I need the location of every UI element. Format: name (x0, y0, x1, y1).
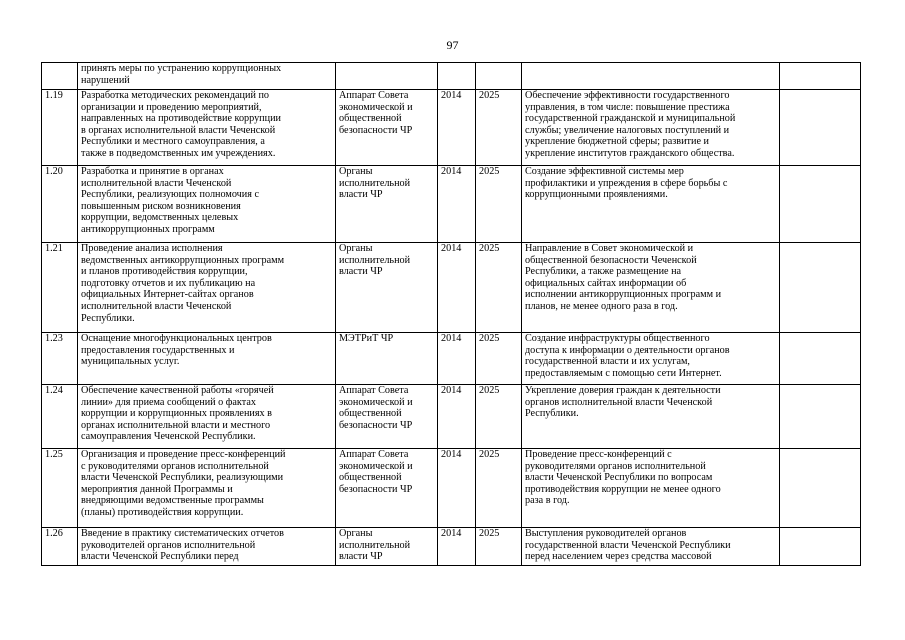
extra-cell (780, 528, 861, 566)
executor (336, 385, 438, 449)
executor (336, 528, 438, 566)
row-number: 1.20 (42, 166, 78, 243)
measure-text (78, 63, 336, 90)
end-year: 2025 (476, 90, 522, 166)
expected-result-content: Создание инфраструктуры общественного доступа к информации о деятельности органов государственной власти и их услугам, предоставляемым с помощью сети Интернет. (525, 333, 730, 379)
measure-text-content: Обеспечение качественной работы «горячей линии» для приема сообщений о фактах коррупции и коррупционных проявлениях в органах исполнительной власти и местного самоуправления Чеченской Республики. (81, 385, 274, 443)
executor-content: Органы исполнительной власти ЧР (339, 243, 411, 278)
end-year: 2025 (476, 449, 522, 528)
measure-text (78, 166, 336, 243)
expected-result-content: Проведение пресс-конференций с руководителями органов исполнительной власти Чеченской Республики по вопросам противодействия коррупции не менее одного раза в год. (525, 449, 721, 507)
executor (336, 90, 438, 166)
table-row (42, 385, 861, 449)
measures-table (41, 62, 861, 566)
extra-cell (780, 243, 861, 333)
measure-text-content: Оснащение многофункциональных центров предоставления государственных и муниципальных услуг. (81, 333, 272, 368)
expected-result (522, 449, 780, 528)
table-row (42, 90, 861, 166)
start-year: 2014 (438, 333, 476, 385)
measure-text (78, 528, 336, 566)
measure-text-content: Разработка методических рекомендаций по организации и проведению мероприятий, направленных на противодействие коррупции в органах исполнительной власти Чеченской Республики и местного самоуправления, а также в подведомственных им учреждениях. (81, 90, 281, 159)
start-year: 2014 (438, 166, 476, 243)
measure-text (78, 243, 336, 333)
measure-text (78, 449, 336, 528)
row-number: 1.25 (42, 449, 78, 528)
row-number: 1.24 (42, 385, 78, 449)
expected-result (522, 90, 780, 166)
table-row (42, 166, 861, 243)
extra-cell (780, 385, 861, 449)
end-year: 2025 (476, 243, 522, 333)
end-year: 2025 (476, 333, 522, 385)
executor (336, 63, 438, 90)
row-number: 1.19 (42, 90, 78, 166)
expected-result (522, 528, 780, 566)
row-number (42, 63, 78, 90)
table-row (42, 528, 861, 566)
executor-content: Органы исполнительной власти ЧР (339, 166, 411, 201)
extra-cell (780, 449, 861, 528)
table-row (42, 243, 861, 333)
row-number: 1.26 (42, 528, 78, 566)
executor-content: Аппарат Совета экономической и общественной безопасности ЧР (339, 90, 413, 136)
executor-content: Органы исполнительной власти ЧР (339, 528, 411, 563)
extra-cell (780, 63, 861, 90)
extra-cell (780, 90, 861, 166)
measure-text-content: принять меры по устранению коррупционных нарушений (81, 63, 282, 86)
executor (336, 166, 438, 243)
end-year (476, 63, 522, 90)
measure-text (78, 90, 336, 166)
executor-content: Аппарат Совета экономической и общественной безопасности ЧР (339, 385, 413, 431)
expected-result (522, 63, 780, 90)
expected-result (522, 385, 780, 449)
executor (336, 449, 438, 528)
measure-text-content: Введение в практику систематических отчетов руководителей органов исполнительной власти Чеченской Республики перед (81, 528, 284, 563)
table-row (42, 449, 861, 528)
start-year: 2014 (438, 243, 476, 333)
expected-result-content: Выступления руководителей органов государственной власти Чеченской Республики перед населением через средства массовой (525, 528, 731, 563)
start-year: 2014 (438, 385, 476, 449)
start-year: 2014 (438, 528, 476, 566)
expected-result (522, 243, 780, 333)
measure-text (78, 385, 336, 449)
measure-text-content: Проведение анализа исполнения ведомственных антикоррупционных программ и планов противодействия коррупции, подготовку отчетов и их публикацию на официальных Интернет-сайтах органов исполнительной власти Чеченской Республики. (81, 243, 285, 324)
table-row (42, 333, 861, 385)
end-year: 2025 (476, 385, 522, 449)
executor (336, 333, 438, 385)
expected-result (522, 166, 780, 243)
executor (336, 243, 438, 333)
page-number: 97 (446, 38, 459, 52)
measure-text-content: Организация и проведение пресс-конференций с руководителями органов исполнительной власти Чеченской Республики, реализующими мероприятия данной Программы и внедряющими ведомственные программы (планы) противодействия коррупции. (81, 449, 286, 518)
start-year: 2014 (438, 449, 476, 528)
end-year: 2025 (476, 166, 522, 243)
measure-text-content: Разработка и принятие в органах исполнительной власти Чеченской Республики, реализующих полномочия с повышенным риском возникновения коррупции, ведомственных целевых антикоррупционных программ (81, 166, 259, 235)
measure-text (78, 333, 336, 385)
executor-content: МЭТРиТ ЧР (339, 333, 394, 344)
expected-result-content: Укрепление доверия граждан к деятельности органов исполнительной власти Чеченской Республики. (525, 385, 721, 420)
row-number: 1.23 (42, 333, 78, 385)
start-year: 2014 (438, 90, 476, 166)
end-year: 2025 (476, 528, 522, 566)
extra-cell (780, 333, 861, 385)
executor-content: Аппарат Совета экономической и общественной безопасности ЧР (339, 449, 413, 495)
expected-result (522, 333, 780, 385)
table-row (42, 63, 861, 90)
expected-result-content: Создание эффективной системы мер профилактики и упреждения в сфере борьбы с коррупционными проявлениями. (525, 166, 728, 201)
expected-result-content: Обеспечение эффективности государственного управления, в том числе: повышение престижа государственной гражданской и муниципальной службы; увеличение налоговых поступлений и укрепление бюджетной сферы; развитие и укрепление институтов гражданского общества. (525, 90, 736, 159)
expected-result-content: Направление в Совет экономической и общественной безопасности Чеченской Республики, а также размещение на официальных сайтах информации об исполнении антикоррупционных программ и планов, не менее одного раза в год. (525, 243, 722, 312)
extra-cell (780, 166, 861, 243)
start-year (438, 63, 476, 90)
row-number: 1.21 (42, 243, 78, 333)
